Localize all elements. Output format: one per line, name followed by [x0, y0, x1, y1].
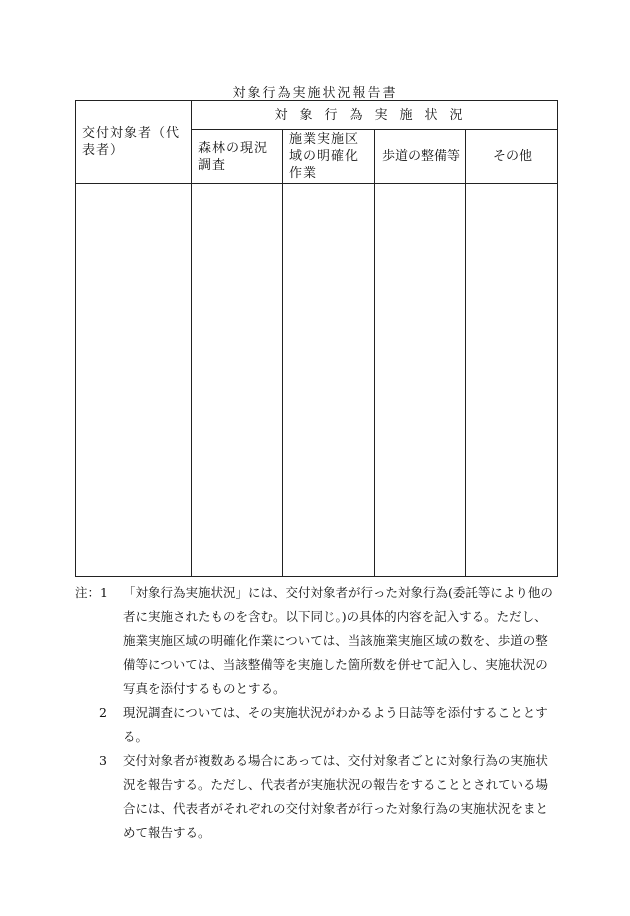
note-item	[75, 581, 557, 701]
column-header-boundary: 施業実施区域の明確化作業	[283, 130, 375, 184]
column-header-survey: 森林の現況調査	[192, 130, 283, 184]
note-item	[75, 749, 557, 845]
other-cell[interactable]	[466, 184, 558, 577]
document-title: 対象行為実施状況報告書	[232, 86, 398, 101]
note-label: 2	[99, 705, 107, 720]
note-label: 注：1	[75, 585, 108, 600]
recipient-cell[interactable]	[76, 184, 192, 577]
survey-cell[interactable]	[192, 184, 283, 577]
group-header: 対象行為実施状況	[192, 101, 558, 130]
note-label: 3	[99, 753, 107, 768]
note-text: 交付対象者が複数ある場合にあっては、交付対象者ごとに対象行為の実施状況を報告する。ただし、代表者が実施状況の報告をすることとされている場合には、代表者がそれぞれの交付対象者が行った対象行為の実施状況をまとめて報告する。	[123, 753, 549, 840]
report-table	[75, 100, 558, 577]
column-header-path: 歩道の整備等	[375, 130, 466, 184]
note-text: 現況調査については、その実施状況がわかるよう日誌等を添付することとする。	[123, 705, 548, 744]
note-item	[75, 701, 557, 749]
recipient-header: 交付対象者（代表者）	[76, 101, 192, 184]
note-text: 「対象行為実施状況」には、交付対象者が行った対象行為(委託等により他の者に実施されたものを含む。以下同じ。)の具体的内容を記入する。ただし、施業実施区域の明確化作業については、当該施業実施区域の数を、歩道の整備等については、当該整備等を実施した箇所数を併せて記入し、実施状況の写真を添付するものとする。	[123, 585, 553, 696]
boundary-cell[interactable]	[283, 184, 375, 577]
header-row-group	[76, 101, 558, 130]
table-row	[76, 184, 558, 577]
path-cell[interactable]	[375, 184, 466, 577]
column-header-other: その他	[466, 130, 558, 184]
notes-section	[75, 581, 557, 845]
